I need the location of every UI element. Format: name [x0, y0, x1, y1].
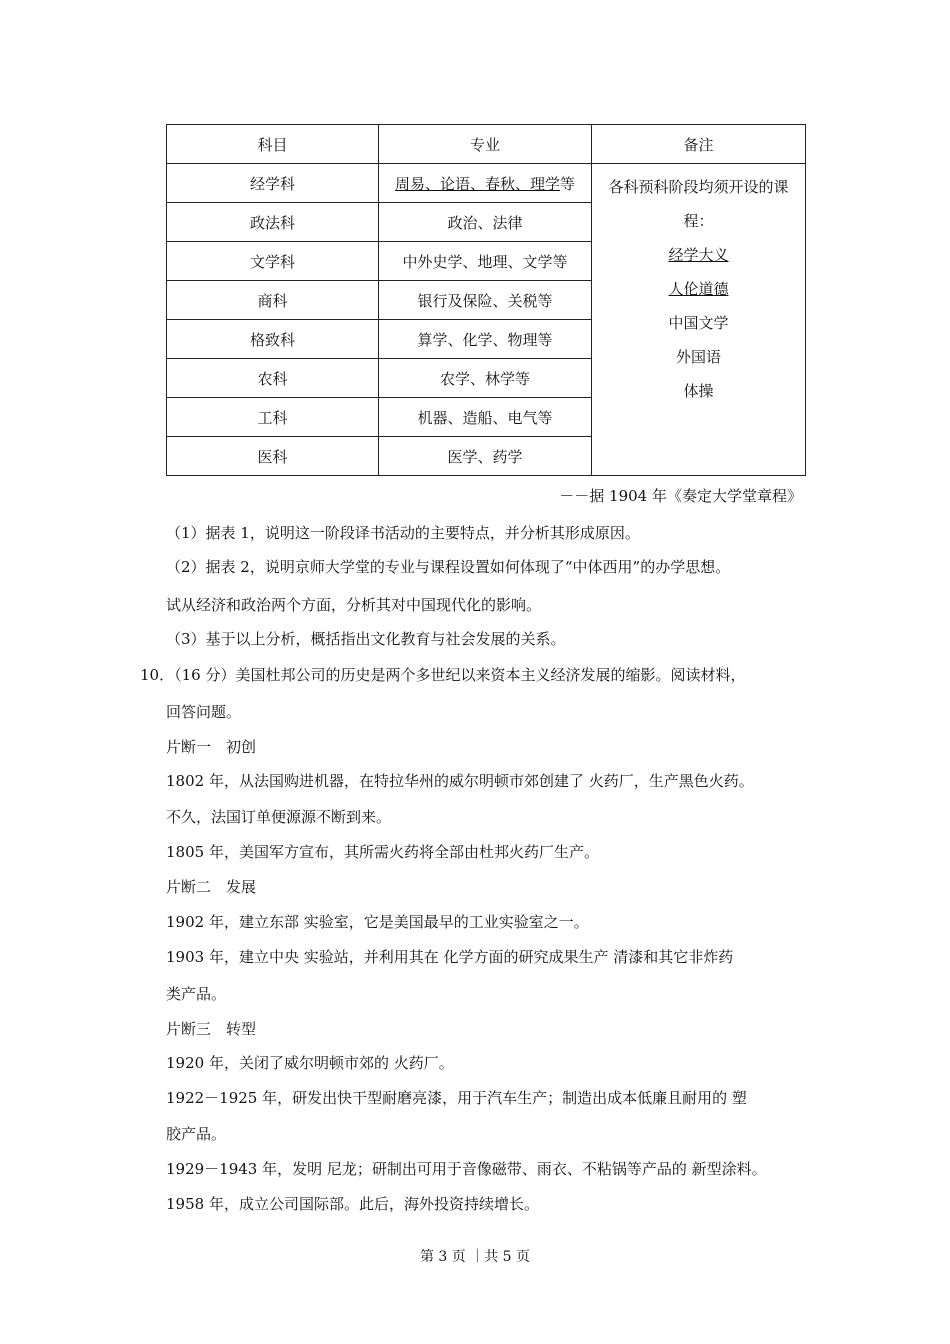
segment-line: 类产品。 — [166, 985, 227, 1003]
note-item: 中国文学 — [668, 314, 729, 332]
segment-line: 1920 年，关闭了威尔明顿市郊的 火药厂。 — [166, 1054, 454, 1072]
question-2-cont: 试从经济和政治两个方面，分析其对中国现代化的影响。 — [166, 596, 542, 614]
segment-line: 1929－1943 年，发明 尼龙；研制出可用于音像磁带、雨衣、不粘锅等产品的 新型涂料。 — [166, 1160, 767, 1178]
major-cell: 中外史学、地理、文学等 — [379, 242, 592, 281]
subject-cell: 工科 — [167, 398, 379, 437]
note-item: 经学大义 — [668, 246, 729, 264]
major-cell: 银行及保险、关税等 — [379, 281, 592, 320]
segment-line: 不久，法国订单便源源不断到来。 — [166, 808, 392, 826]
segment-line: 1902 年，建立东部 实验室，它是美国最早的工业实验室之一。 — [166, 913, 589, 931]
major-cell: 医学、药学 — [379, 437, 592, 476]
note-item: 体操 — [683, 382, 714, 400]
segment-heading: 片断一 初创 — [166, 738, 257, 756]
subject-cell: 政法科 — [167, 203, 379, 242]
segment-line: 1903 年，建立中央 实验站，并利用其在 化学方面的研究成果生产 清漆和其它非炸药 — [166, 948, 734, 966]
major-cell: 算学、化学、物理等 — [379, 320, 592, 359]
note-item: 外国语 — [675, 348, 721, 366]
major-suffix: 等 — [560, 174, 576, 193]
segment-heading: 片断二 发展 — [166, 878, 257, 896]
major-underlined: 周易、论语、春秋、理学 — [394, 174, 560, 193]
segment-line: 1802 年，从法国购进机器，在特拉华州的威尔明顿市郊创建了 火药厂，生产黑色火药。 — [166, 772, 754, 790]
major-cell: 农学、林学等 — [379, 359, 592, 398]
header-subject: 科目 — [167, 125, 379, 164]
course-table — [166, 124, 806, 476]
question-2: （2）据表 2，说明京师大学堂的专业与课程设置如何体现了“中体西用”的办学思想。 — [166, 558, 731, 576]
subject-cell: 文学科 — [167, 242, 379, 281]
note-intro-2: 程： — [683, 212, 714, 230]
segment-line: 1922－1925 年，研发出快干型耐磨亮漆，用于汽车生产；制造出成本低廉且耐用的 塑 — [166, 1089, 747, 1107]
segment-line: 1805 年，美国军方宣布，其所需火药将全部由杜邦火药厂生产。 — [166, 843, 599, 861]
major-cell: 机器、造船、电气等 — [379, 398, 592, 437]
subject-cell: 经学科 — [167, 164, 379, 203]
major-cell — [379, 164, 592, 203]
subject-cell: 商科 — [167, 281, 379, 320]
segment-line: 1958 年，成立公司国际部。此后，海外投资持续增长。 — [166, 1195, 539, 1213]
question-10: 10．（16 分）美国杜邦公司的历史是两个多世纪以来资本主义经济发展的缩影。阅读材料， — [140, 666, 746, 684]
question-1: （1）据表 1，说明这一阶段译书活动的主要特点，并分析其形成原因。 — [166, 524, 640, 542]
header-major: 专业 — [379, 125, 592, 164]
note-intro-1: 各科预科阶段均须开设的课 — [608, 178, 789, 196]
segment-heading: 片断三 转型 — [166, 1020, 257, 1038]
header-note: 备注 — [592, 125, 806, 164]
question-3: （3）基于以上分析，概括指出文化教育与社会发展的关系。 — [166, 630, 566, 648]
question-10-cont: 回答问题。 — [166, 703, 242, 721]
subject-cell: 农科 — [167, 359, 379, 398]
table-source: －－据 1904 年《奏定大学堂章程》 — [559, 487, 802, 505]
note-cell — [592, 164, 806, 476]
table-row — [167, 164, 806, 203]
table-header-row — [167, 125, 806, 164]
major-cell: 政治、法律 — [379, 203, 592, 242]
subject-cell: 医科 — [167, 437, 379, 476]
segment-line: 胶产品。 — [166, 1125, 227, 1143]
note-item: 人伦道德 — [668, 280, 729, 298]
page-footer: 第 3 页 ｜共 5 页 — [419, 1249, 531, 1265]
subject-cell: 格致科 — [167, 320, 379, 359]
